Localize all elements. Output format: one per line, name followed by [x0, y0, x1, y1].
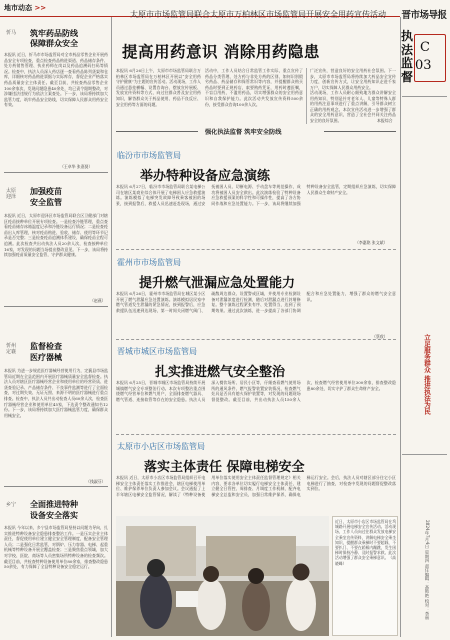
photo-illustration [116, 516, 329, 636]
left-item-3-location: 忻州 定襄 [6, 343, 17, 355]
article-1-body: 本报讯 6月27日，临汾市市场监管局联合某电梯公司在辖区某商业综合体开展了电梯困人应急救援演练。演练模拟了电梯突发故障导致乘客被困的场景，接到报警后，救援人员迅速赶赴现场，通过安抚被困人员、切断电源、手动盘车等规范操作，成功将被困人员安全救出。此次演练检验了特种设备应急救援预案的科学性和可操作性，提高了各方协同作战和应急处置能力。下一步，该局将继续加强特种设备安全监管，定期组织应急演练，切实保障人民群众生命财产安全。 [116, 184, 396, 206]
left-item-3-body: 本报讯 为进一步规范医疗器械经营使用行为，定襄县市场监管局近期在全县范围内开展医疗器械质量安全监督检查。执法人员对辖区医疗器械经营企业和使用单位的经营资质、进货查验记录、产品储存条件、不良事件监测等进行了全面检查，对过期失效、无证无照、来源不明的医疗器械进行重点排查。检查中，执法人员共出动检查人员60余人次，检查医疗器械经营企业和使用单位45家，下达责令整改通知书12份。下一步，该局将持续加大医疗器械监管力度，确保群众用械安全。 [4, 368, 108, 418]
article-1-author: （李惠铭 张文斌） [355, 240, 388, 245]
banner-text: 强化执法监督 筑牢安全防线 [205, 129, 282, 136]
left-item-1-headline-2: 保障群众安全 [30, 38, 78, 48]
left-item-1-author: （王卓华 张嘉贤） [60, 164, 93, 169]
vertical-credits: 2024年7月4日 星期四 责任编辑：高艳艳 校对：李丽 [425, 520, 430, 620]
lead-headline: 提高用药意识 消除用药隐患 [122, 42, 320, 61]
article-3-divider [116, 434, 396, 435]
right-rule-2 [402, 454, 447, 455]
left-item-3-headline-1: 监督检查 [30, 341, 62, 351]
article-2-section: 霍州市市场监管局 [117, 258, 181, 267]
right-col-divider [400, 17, 401, 637]
section-title: 执法监督 [401, 29, 414, 84]
article-4-headline: 落实主体责任 保障电梯安全 [144, 460, 305, 475]
left-item-1-body: 本报讯 近日，忻马市市场监管局对全市药品零售企业开展药品安全专项检查，重点检查药品购进渠道、药品储存条件、处方药销售管理、执业药师在岗以及药品追溯码扫码等情况。检查中，执法人员深入药店逐一查看药品陈列货架和仓库，详细核对药品购进票据与实际库存，督促企业严格落实药品质量安全主体责任。截至目前，共检查药品零售企业100余家次，发现问题隐患40余处，均已责令限期整改，对涉嫌违法违规行为依法立案查处。下一步，该局将持续加大监管力度，筑牢药品安全防线，切实保障人民群众用药安全有效。 [4, 52, 108, 108]
left-item-4-headline-1: 全面推进特种 [30, 499, 78, 509]
photo-caption: 近日，太原市小店区市场监管局在坞城路开展电梯安全宣传活动。活动现场，工作人员向过往群众发放电梯安全乘坐宣传资料，讲解电梯安全乘坐知识，提醒群众乘梯时不要超载、不要扒门、不要在轿厢内蹦跳，发生困梯时保持冷静、及时报警求救。此次活动增强了群众安全乘梯意识。（高晓峰） [335, 519, 396, 566]
page-number: 03 [415, 58, 432, 73]
left-item-1-location: 忻马 [6, 30, 17, 36]
article-3-headline: 扎实推进燃气安全整治 [155, 365, 286, 380]
right-rule-1 [402, 96, 447, 97]
masthead-logo: 晋市场导报 [401, 10, 447, 21]
page-label: 地市动态 >> [4, 4, 47, 12]
left-item-2-headline-2: 安全监管 [30, 197, 62, 207]
article-2-divider [116, 339, 396, 340]
article-4-section: 太原市小店区市场监管局 [117, 442, 205, 451]
sidebar-right-body: 活动现场，工作人员耐心细致地为群众讲解安全用药知识，特别是针对老年人、儿童等特殊人群的用药注意事项进行了重点讲解，引导群众树立正确的用药观念。本次宣传活动进一步增强了群众的安全用药意识，营造了全社会共同关注药品安全的良好氛围。 [310, 90, 396, 123]
lead-body-col3: 广泛宣传，营造良好的安全用药社会氛围。下一步，太原市市场监管局将持续加大药品安全宣传力度，创新宣传方式，让安全用药知识走进千家万户，切实保障人民群众用药安全。 [310, 68, 396, 90]
left-item-3-headline-2: 医疗器械 [30, 352, 62, 362]
article-3-body: 本报讯 6月25日，晋城市城区市场监管局持续开展城镇燃气安全专项整治行动。本次专项整治重点围绕燃气经营单位和燃气用户，全面排查燃气器具、燃气管道、连接软管等存在的安全隐患。执法人员深入餐饮场所、居民小区等，仔细查看燃气使用场所的通风条件、燃气报警装置安装情况，检查燃气灶具是否具有熄火保护装置等，对发现的问题现场督促整改。截至目前，共出动执法人员150余人次，检查燃气经营使用单位300余家，排查整改隐患80余处，切实守护了群众生命财产安全。 [116, 380, 396, 402]
banner-line-right [324, 131, 396, 132]
article-1-section: 临汾市市场监管局 [117, 151, 181, 160]
article-3-section: 晋城市城区市场监管局 [117, 347, 197, 356]
left-item-4-body: 本报讯 今年以来，乡宁县市场监管局坚持以问题为导向，扎实推进特种设备安全隐患排查整治工作。一是压实企业主体责任，督促使用单位建立健全安全管理制度，配备安全管理人员；二是强化日常监管，对锅炉、压力容器、电梯、起重机械等特种设备开展全覆盖检查；三是聚焦重点领域，加大对学校、医院、商场等人员密集场所特种设备的检查频次。截至目前，共检查特种设备使用单位80余家，排查整改隐患50余处，有力保障了全县特种设备安全稳定运行。 [4, 525, 108, 570]
left-item-2-headline-1: 加强疫苗 [30, 186, 62, 196]
left-divider-3 [4, 486, 108, 487]
left-divider-1 [4, 172, 108, 173]
left-item-2-author: （赵燕） [90, 298, 106, 303]
side-slogan: 立足服务群众 推进执法为民 [423, 334, 431, 415]
article-1-divider [116, 249, 396, 250]
left-item-4-location: 乡宁 [6, 502, 17, 508]
article-2-author: （蔡欣） [372, 334, 388, 339]
left-item-3-author: （钱淑芬） [86, 479, 106, 484]
left-item-4-headline-2: 设备安全落实 [30, 510, 78, 520]
article-4-body: 本报讯 近日，太原市小店区市场监管局组织召开电梯安全主体责任落实工作推进会，辖区电梯使用单位、维护保养单位负责人参加会议。会议通报了上半年辖区电梯安全监管情况，解读了《特种设备使用单位落实使用安全主体责任监督管理规定》相关内容，要求各单位切实履行电梯安全主体责任，建立健全日管控、周排查、月调度工作机制，配齐电梯安全总监和安全员，加强日常维护保养，确保电梯运行安全。会后，执法人员对辖区部分住宅小区电梯进行了抽查，对检查中发现的问题督促整改落实到位。 [116, 475, 396, 497]
arrows-icon: >> [34, 4, 47, 12]
lead-body-col2: 活动中，工作人员结合日常监管工作实际，重点宣传了药品分类管理、处方药与非处方药的区别、如何识别假劣药品、药品储存和保管常识等内容，并提醒群众购买药品时要到正规药店，索要购药凭证，用药时遵医嘱，不盲目用药，不滥用药品，切实增强群众的安全用药意识和自我保护能力。此次活动共发放宣传资料500余份，接受群众咨询100余人次。 [205, 68, 303, 107]
news-photo [116, 516, 329, 636]
left-item-2-body: 本报讯 近日，太原市迎泽区市场监管局联合区卫健部门对辖区疫苗接种单位开展专项检查。一是检查冷链管理，重点查看疫苗储存冰箱温度记录和冷链设备运行情况；二是检查疫苗出入库管理，核对疫苗购进、验收、储存、使用等环节记录是否完整；三是检查疫苗追溯体系建设，确保疫苗全程可追溯。此次检查共出动执法人员20余人次，检查接种单位16家，对发现的问题当场提出整改意见。下一步，该局将持续加强疫苗质量安全监管，守护群众健康。 [4, 213, 108, 258]
lead-kicker: 太原市市场监管局联合太原市万柏林区市场监管局开展安全用药宣传活动 [130, 10, 386, 19]
article-1-headline: 举办特种设备应急演练 [140, 169, 271, 184]
article-2-body: 本报讯 6月26日，霍州市市场监管局在城区某小区开展了燃气泄漏应急处置演练。演练模拟居民家中燃气管道发生泄漏的紧急情况，接到报警后，应急救援队伍迅速到达现场，第一时间关闭燃气阀门、疏散周边群众、设置警戒区域，并使用专业检测设备对泄漏浓度进行检测，随后对泄漏点进行封堵修复。整个演练过程紧张有序、处置得当，达到了预期效果。通过此次演练，进一步提高了各部门协调配合和应急处置能力，增强了群众的燃气安全意识。 [116, 291, 396, 313]
article-2-headline: 提升燃气泄漏应急处置能力 [139, 276, 296, 291]
page-letter: C [420, 40, 430, 55]
banner-line-left [116, 131, 198, 132]
left-divider-2 [4, 306, 108, 307]
left-col-divider [111, 17, 112, 637]
lead-author: 本报综合 [377, 118, 393, 123]
lead-col-divider [306, 68, 307, 124]
left-item-1-headline-1: 筑牢药品防线 [30, 28, 78, 38]
left-item-2-location: 太原 迎泽 [6, 188, 17, 200]
lead-body-col1: 本报讯 6月26日上午，太原市市场监管局联合万柏林区市场监管局在万柏林区开展以“安全用药 守护健康”为主题的宣传活动。活动现场，工作人员通过悬挂横幅、设置咨询台、摆放宣传展板、发放宣传资料等方式，向过往群众普及安全用药知识，解答群众关于药品使用、药品不良反应、安全用药等方面的问题。 [116, 68, 201, 107]
